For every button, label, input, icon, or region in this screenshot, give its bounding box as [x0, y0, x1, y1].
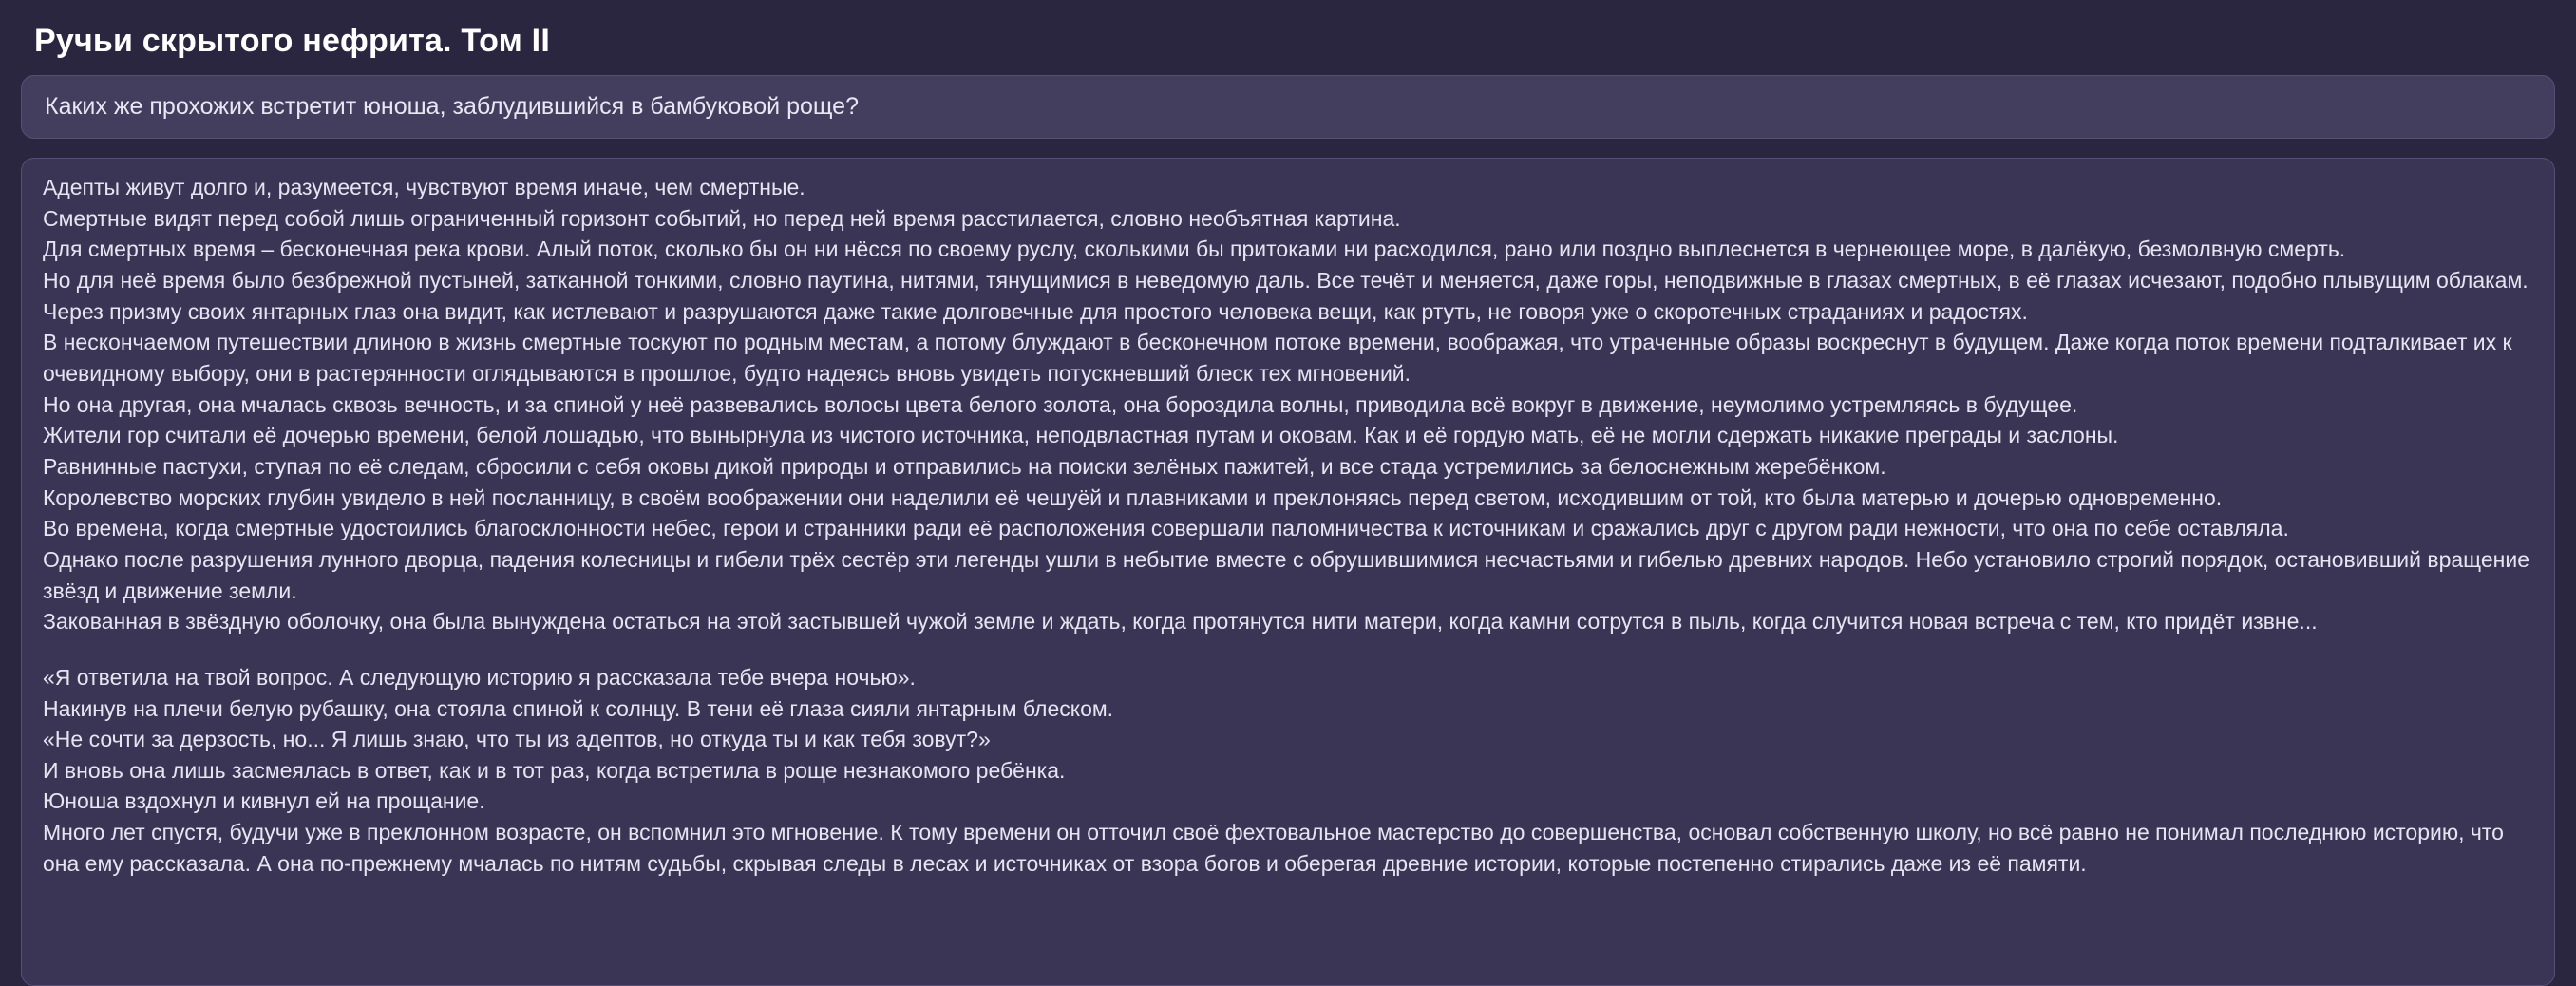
question-prompt: [21, 75, 2555, 139]
question-text: Каких же прохожих встретит юноша, заблудившийся в бамбуковой роще?: [45, 93, 859, 120]
paragraph: Жители гор считали её дочерью времени, белой лошадью, что вынырнула из чистого источника, неподвластная путам и оковам. Как и её гордую мать, её не могли сдержать никакие преграды и заслоны.: [43, 423, 2119, 448]
paragraph: Накинув на плечи белую рубашку, она стояла спиной к солнцу. В тени её глаза сияли янтарным блеском.: [43, 695, 1114, 721]
paragraph: Во времена, когда смертные удостоились благосклонности небес, герои и странники ради её расположения совершали паломничества к источникам и сражались друг с другом ради нежности, что она по себе оставляла.: [43, 516, 2289, 541]
paragraph: Закованная в звёздную оболочку, она была вынуждена остаться на этой застывшей чужой земле и ждать, когда протянутся нити матери, когда камни сотрутся в пыль, когда случится новая встреча с тем, кто придёт извне...: [43, 609, 2318, 635]
paragraph: Смертные видят перед собой лишь ограниченный горизонт событий, но перед ней время расстилается, словно необъятная картина.: [43, 205, 1401, 231]
page-title: Ручьи скрытого нефрита. Том II: [34, 23, 550, 59]
paragraph: Королевство морских глубин увидело в ней посланницу, в своём воображении они наделили её чешуёй и плавниками и преклоняясь перед светом, исходившим от той, кто была матерью и дочерью одновременно.: [43, 484, 2223, 510]
story-section-dialogue: [43, 662, 2533, 880]
paragraph: Для смертных время – бесконечная река крови. Алый поток, сколько бы он ни нёсся по своему руслу, сколькими бы притоками ни расходился, рано или поздно выплеснется в чернеющее море, в далёкую, безмолвную смерть.: [43, 237, 2346, 262]
paragraph: Равнинные пастухи, ступая по её следам, сбросили с себя оковы дикой природы и отправились на поиски зелёных пажитей, и все стада устремились за белоснежным жеребёнком.: [43, 453, 1886, 479]
paragraph: В нескончаемом путешествии длиною в жизнь смертные тоскуют по родным местам, а потому блуждают в бесконечном потоке времени, воображая, что утраченные образы воскреснут в будущем. Даже когда поток времени подталкивает их к очевидному выбору, они в растерянности оглядываются в прошлое, будто надеясь вновь увидеть потускневший блеск тех мгновений.: [43, 330, 2512, 386]
paragraph: Много лет спустя, будучи уже в преклонном возрасте, он вспомнил это мгновение. К тому времени он отточил своё фехтовальное мастерство до совершенства, основал собственную школу, но всё равно не понимал последнюю историю, что она ему рассказала. А она по-прежнему мчалась по нитям судьбы, скрывая следы в лесах и источниках от взора богов и оберегая древние истории, которые постепенно стирались даже из её памяти.: [43, 820, 2504, 876]
paragraph: И вновь она лишь засмеялась в ответ, как и в тот раз, когда встретила в роще незнакомого ребёнка.: [43, 757, 1066, 783]
paragraph: Однако после разрушения лунного дворца, падения колесницы и гибели трёх сестёр эти легенды ушли в небытие вместе с обрушившимися несчастьями и гибелью древних народов. Небо установило строгий порядок, остановивший вращение звёзд и движение земли.: [43, 546, 2529, 603]
book-body: [21, 158, 2555, 986]
paragraph: Но для неё время было безбрежной пустыней, затканной тонкими, словно паутина, нитями, тянущимися в неведомую даль. Все течёт и меняется, даже горы, неподвижные в глазах смертных, в её глазах исчезают, подобно плывущим облакам. Через призму своих янтарных глаз она видит, как истлевают и разрушаются даже такие долговечные для простого человека вещи, как ртуть, не говоря уже о скоротечных страданиях и радостях.: [43, 267, 2529, 324]
paragraph: «Не сочти за дерзость, но... Я лишь знаю, что ты из адептов, но откуда ты и как тебя зовут?»: [43, 727, 991, 752]
paragraph: Адепты живут долго и, разумеется, чувствуют время иначе, чем смертные.: [43, 175, 805, 199]
paragraph: «Я ответила на твой вопрос. А следующую историю я рассказала тебе вчера ночью».: [43, 664, 916, 690]
story-section-main: [43, 172, 2533, 637]
paragraph: Юноша вздохнул и кивнул ей на прощание.: [43, 788, 485, 814]
paragraph: Но она другая, она мчалась сквозь вечность, и за спиной у неё развевались волосы цвета белого золота, она бороздила волны, приводила всё вокруг в движение, неумолимо устремляясь в будущее.: [43, 391, 2078, 417]
